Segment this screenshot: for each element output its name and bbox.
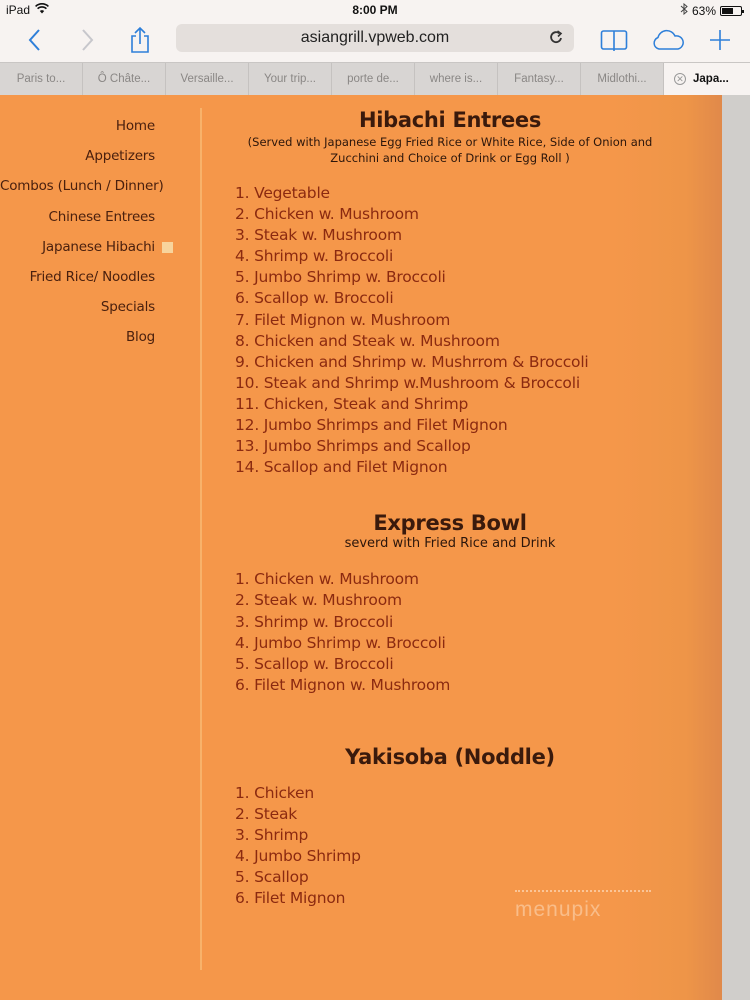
sidebar-divider: [200, 108, 202, 970]
nav-home[interactable]: Home: [115, 118, 155, 134]
menu-item: 4. Jumbo Shrimp: [235, 847, 361, 866]
menu-list: [235, 183, 680, 478]
tab-paris[interactable]: Paris to...: [0, 63, 83, 95]
nav-combos[interactable]: Combos (Lunch / Dinner): [0, 178, 164, 195]
nav-japanese-hibachi[interactable]: [0, 239, 155, 269]
site-navigation: [0, 118, 164, 360]
menu-item: 3. Steak w. Mushroom: [235, 226, 402, 245]
tab-versailles[interactable]: Versaille...: [166, 63, 249, 95]
menu-item: 1. Vegetable: [235, 184, 330, 202]
cloud-icon: [651, 29, 685, 51]
nav-label: Japanese Hibachi: [42, 238, 155, 255]
bookmarks-button[interactable]: [598, 24, 630, 56]
battery-percent: 63%: [691, 3, 716, 18]
nav-chinese-entrees[interactable]: Chinese Entrees: [48, 208, 155, 225]
tab-label: Japa...: [693, 73, 729, 85]
watermark-text: menupix: [515, 898, 602, 921]
menu-item: 6. Filet Mignon w. Mushroom: [235, 675, 451, 694]
browser-toolbar: [0, 20, 750, 62]
device-label: iPad: [6, 3, 31, 17]
section-hibachi-entrees: [220, 108, 680, 478]
share-button[interactable]: [126, 24, 154, 56]
nav-blog[interactable]: Blog: [125, 329, 155, 346]
menu-item: 1. Chicken w. Mushroom: [235, 570, 419, 589]
tab-porte[interactable]: porte de...: [332, 63, 415, 95]
tab-bar: [0, 62, 750, 95]
cloud-tabs-button[interactable]: [650, 24, 686, 56]
new-tab-button[interactable]: [706, 24, 734, 56]
tab-chateau[interactable]: Ô Châte...: [83, 63, 166, 95]
battery-icon: [720, 6, 742, 16]
reload-button[interactable]: [549, 29, 564, 50]
menu-item: 9. Chicken and Shrimp w. Mushrrom & Broccoli: [235, 352, 589, 371]
book-icon: [600, 29, 628, 51]
section-subtitle: severd with Fried Rice and Drink: [344, 536, 556, 552]
chevron-right-icon: [81, 28, 95, 52]
tab-where-is[interactable]: where is...: [415, 63, 498, 95]
chevron-left-icon: [27, 28, 41, 52]
section-title: Yakisoba (Noddle): [345, 744, 555, 769]
nav-appetizers[interactable]: Appetizers: [85, 148, 155, 165]
section-subtitle: Zucchini and Choice of Drink or Egg Roll ): [330, 151, 570, 165]
clock: 8:00 PM: [352, 3, 398, 17]
forward-button[interactable]: [74, 24, 102, 56]
tab-your-trip[interactable]: Your trip...: [249, 63, 332, 95]
menu-item: 12. Jumbo Shrimps and Filet Mignon: [235, 416, 508, 435]
watermark: [515, 890, 655, 922]
reload-icon: [549, 29, 564, 45]
menu-item: 1. Chicken: [235, 783, 314, 802]
tab-fantasy[interactable]: Fantasy...: [498, 63, 581, 95]
url-text: asiangrill.vpweb.com: [300, 29, 450, 46]
back-button[interactable]: [20, 24, 48, 56]
address-bar[interactable]: [176, 24, 574, 52]
menu-content: [220, 108, 680, 909]
menu-item: 5. Scallop: [235, 868, 309, 887]
status-bar: [0, 0, 750, 20]
nav-specials[interactable]: Specials: [100, 299, 155, 316]
watermark-line: [515, 890, 651, 892]
menu-item: 4. Shrimp w. Broccoli: [235, 247, 394, 266]
menu-item: 4. Jumbo Shrimp w. Broccoli: [235, 633, 446, 652]
bluetooth-icon: [680, 3, 688, 18]
section-yakisoba: [220, 745, 680, 910]
menu-item: 2. Steak: [235, 804, 298, 823]
section-express-bowl: [220, 511, 680, 696]
menu-item: 13. Jumbo Shrimps and Scallop: [235, 437, 471, 456]
section-title: Express Bowl: [373, 511, 527, 536]
menu-item: 5. Jumbo Shrimp w. Broccoli: [235, 268, 446, 287]
active-indicator-icon: [162, 242, 173, 253]
menu-item: 11. Chicken, Steak and Shrimp: [235, 394, 469, 413]
close-tab-icon[interactable]: ✕: [674, 73, 686, 85]
menu-item: 3. Shrimp: [235, 826, 309, 845]
menu-item: 10. Steak and Shrimp w.Mushroom & Broccoli: [235, 373, 580, 392]
plus-icon: [709, 29, 731, 51]
menu-item: 3. Shrimp w. Broccoli: [235, 612, 394, 631]
tab-midlothian[interactable]: Midlothi...: [581, 63, 664, 95]
menu-item: 5. Scallop w. Broccoli: [235, 654, 394, 673]
tab-japanese-active[interactable]: [664, 63, 750, 95]
menu-item: 14. Scallop and Filet Mignon: [235, 458, 448, 477]
menu-item: 8. Chicken and Steak w. Mushroom: [235, 331, 500, 350]
nav-fried-rice-noodles[interactable]: Fried Rice/ Noodles: [29, 268, 155, 285]
section-title: Hibachi Entrees: [358, 108, 542, 132]
menu-item: 6. Filet Mignon: [235, 889, 346, 908]
page-gutter: [722, 95, 750, 1000]
section-subtitle: (Served with Japanese Egg Fried Rice or White Rice, Side of Onion and: [247, 135, 653, 149]
menu-item: 6. Scallop w. Broccoli: [235, 289, 394, 308]
menu-item: 2. Chicken w. Mushroom: [235, 205, 419, 224]
menu-item: 2. Steak w. Mushroom: [235, 591, 402, 610]
share-icon: [129, 26, 151, 54]
menu-list: [235, 569, 680, 696]
menu-item: 7. Filet Mignon w. Mushroom: [235, 310, 451, 329]
